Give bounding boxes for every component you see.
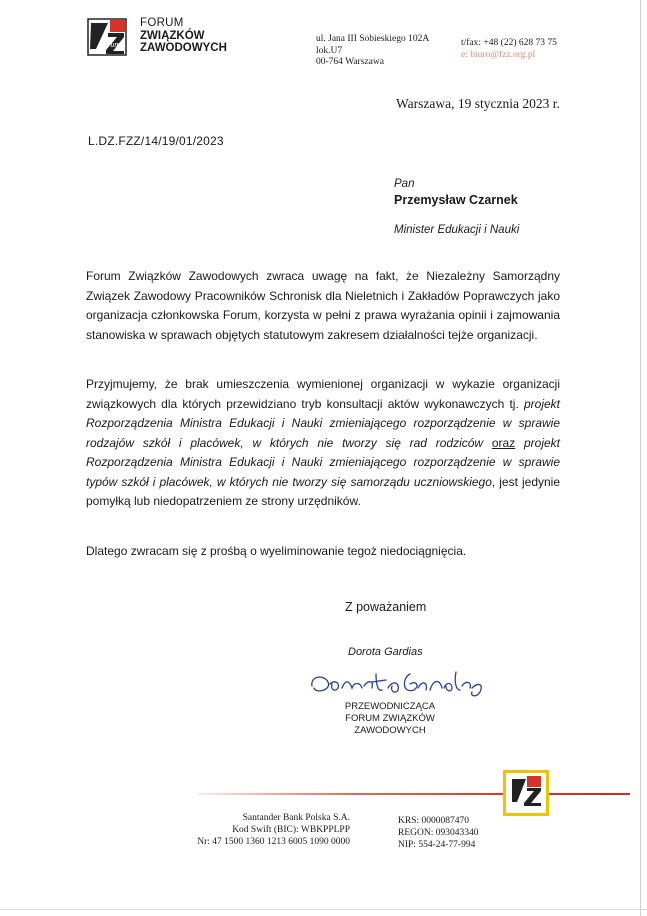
address-line: lok.U7 <box>316 45 343 56</box>
bank-name: Santander Bank Polska S.A. <box>242 813 350 823</box>
address-block <box>316 34 429 69</box>
body-paragraph-1: Forum Związków Zawodowych zwraca uwagę na fakt, że Niezależny Samorządny Związek Zawodowy Pracowników Schronisk dla Nieletnich i Zakładów Poprawczych jako organizacja członkowska Forum, korzysta w pełni z prawa wyrażania opinii i zajmowania stanowiska w sprawach objętych statutowym zakresem działalności tejże organizacji. <box>86 269 560 342</box>
reference-number: L.DZ.FZZ/14/19/01/2023 <box>88 134 224 148</box>
page-edge-right <box>640 0 641 916</box>
recipient-name: Przemysław Czarnek <box>394 193 518 207</box>
footer-divider <box>198 793 630 795</box>
p2-text-end: , jest jedynie pomyłką lub niedopatrzeniem ze strony urzędników. <box>86 474 561 508</box>
body-paragraph-3: Dlatego zwracam się z prośbą o wyeliminowanie tegoż niedociągnięcia. <box>86 544 467 558</box>
closing-regards: Z poważaniem <box>345 600 427 614</box>
bank-details <box>190 812 350 848</box>
role-line1: PRZEWODNICZĄCA <box>344 701 436 712</box>
fzz-footer-logo-icon <box>509 775 543 807</box>
address-line: ul. Jana III Sobieskiego 102A <box>316 34 430 44</box>
svg-text:forum: forum <box>101 40 121 49</box>
p2-text: Przyjmujemy, że brak umieszczenia wymienionej organizacji w wykazie organizacji związkowych dla których przewidziano tryb konsultacji aktów wykonawczych tj. <box>86 377 560 411</box>
organization-name <box>140 17 227 55</box>
recipient-title: Minister Edukacji i Nauki <box>394 224 520 236</box>
org-name-line2: ZWIĄZKÓW <box>140 29 205 42</box>
role-line2: FORUM ZWIĄZKÓW ZAWODOWYCH <box>345 713 435 736</box>
p2-italic-2: projekt Rozporządzenia Ministra Edukacji i Nauki zmieniającego rozporządzenie w sprawie typów szkół i placówek, w których nie tworzy się samorządu uczniowskiego <box>86 435 561 489</box>
letter-date: Warszawa, 19 stycznia 2023 r. <box>396 96 560 111</box>
krs-number: KRS: 0000087470 <box>398 816 469 826</box>
body-paragraph-2 <box>86 375 560 512</box>
fzz-logo-icon <box>86 17 128 57</box>
phone-fax: t/fax: +48 (22) 628 73 75 <box>461 38 557 48</box>
signer-name: Dorota Gardias <box>348 646 423 658</box>
org-name-line1: FORUM <box>140 17 184 29</box>
bank-swift: Kod Swift (BIC): WBKPPLPP <box>232 825 350 835</box>
signer-role <box>310 701 470 737</box>
org-name-line3: ZAWODOWYCH <box>140 42 227 54</box>
p2-underlined: oraz <box>491 435 516 450</box>
page-edge-bottom <box>0 909 647 910</box>
nip-number: NIP: 554-24-77-994 <box>398 840 476 850</box>
regon-number: REGON: 093043340 <box>398 828 479 838</box>
contact-block <box>461 38 557 61</box>
address-line: 00-764 Warszawa <box>316 57 384 67</box>
recipient-salutation: Pan <box>394 178 415 190</box>
registration-ids <box>398 815 479 851</box>
email-address: e: biuro@fzz.org.pl <box>461 49 536 60</box>
handwritten-signature <box>306 664 486 704</box>
p2-italic-1: projekt Rozporządzenia Ministra Edukacji i Nauki zmieniającego rozporządzenie w sprawie rodzajów szkół i placówek, w których nie tworzy się rad rodziców <box>86 396 560 450</box>
bank-account: Nr: 47 1500 1360 1213 6005 1090 0000 <box>197 837 350 847</box>
